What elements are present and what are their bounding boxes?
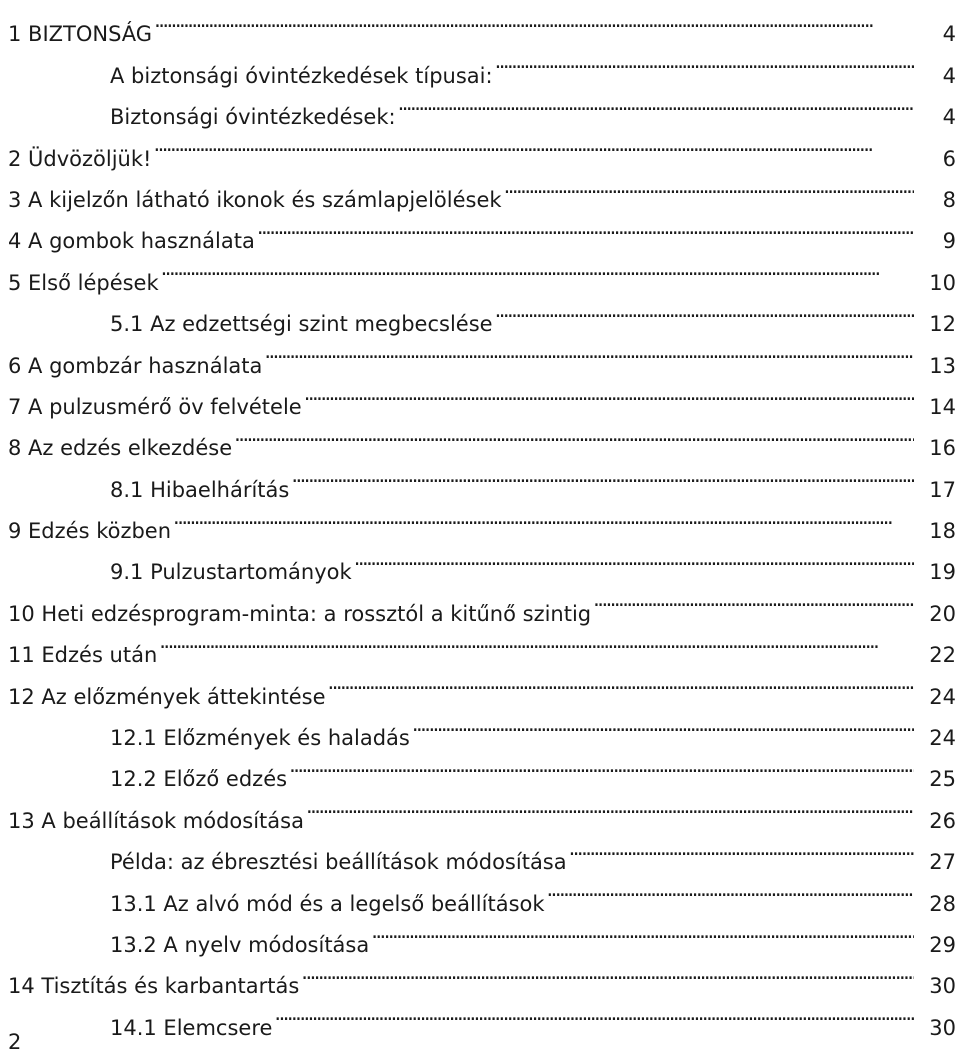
toc-dot-leader bbox=[154, 0, 914, 41]
toc-entry-title: 5.1 Az edzettségi szint megbecslése bbox=[110, 312, 493, 337]
toc-entry-title: 1 BIZTONSÁG bbox=[8, 22, 153, 47]
toc-dot-leader bbox=[301, 952, 914, 993]
toc-entry-title: 9 Edzés közben bbox=[8, 519, 172, 544]
toc-entry-page: 24 bbox=[929, 684, 956, 709]
toc-entry-title: 12.1 Előzmények és haladás bbox=[110, 726, 410, 751]
toc-entry-page: 17 bbox=[929, 477, 956, 502]
toc-entry-page: 4 bbox=[942, 105, 956, 130]
toc-entry-page: 24 bbox=[929, 726, 956, 751]
toc-entry-title: 9.1 Pulzustartományok bbox=[110, 560, 352, 585]
toc-entry-page: 19 bbox=[929, 560, 956, 585]
toc-entry-page: 6 bbox=[942, 146, 956, 171]
toc-dot-leader bbox=[306, 786, 914, 827]
toc-dot-leader bbox=[304, 373, 914, 414]
toc-entry-title: 13.1 Az alvó mód és a legelső beállítások bbox=[110, 891, 545, 916]
toc-dot-leader bbox=[328, 662, 914, 703]
toc-entry-title: 4 A gombok használata bbox=[8, 229, 255, 254]
toc-dot-leader bbox=[354, 538, 914, 579]
toc-entry-page: 12 bbox=[929, 312, 956, 337]
toc-entry-page: 4 bbox=[942, 22, 956, 47]
toc-dot-leader bbox=[291, 455, 914, 496]
toc-entry-title: 8 Az edzés elkezdése bbox=[8, 436, 233, 461]
toc-entry-title: 14 Tisztítás és karbantartás bbox=[8, 974, 300, 999]
toc-entry-title: 6 A gombzár használata bbox=[8, 353, 263, 378]
toc-entry-page: 30 bbox=[929, 974, 956, 999]
toc-entry-title: 13.2 A nyelv módosítása bbox=[110, 932, 370, 957]
toc-dot-leader bbox=[495, 290, 914, 331]
toc-entry-title: 2 Üdvözöljük! bbox=[8, 146, 152, 171]
toc-dot-leader bbox=[161, 248, 914, 289]
toc-entry-page: 22 bbox=[929, 643, 956, 668]
toc-entry-page: 9 bbox=[942, 229, 956, 254]
toc-entry-title: 8.1 Hibaelhárítás bbox=[110, 477, 290, 502]
toc-entry-title: A biztonsági óvintézkedések típusai: bbox=[110, 63, 493, 88]
toc-entry-title: 5 Első lépések bbox=[8, 270, 159, 295]
page-number: 2 bbox=[8, 1030, 22, 1054]
table-of-contents bbox=[8, 0, 956, 1040]
toc-entry-page: 10 bbox=[929, 270, 956, 295]
toc-entry-page: 30 bbox=[929, 1015, 956, 1040]
toc-dot-leader bbox=[593, 579, 914, 620]
toc-entry-page: 25 bbox=[929, 767, 956, 792]
toc-entry-page: 14 bbox=[929, 394, 956, 419]
toc-dot-leader bbox=[412, 704, 914, 745]
toc-dot-leader bbox=[264, 331, 914, 372]
toc-dot-leader bbox=[371, 911, 914, 952]
toc-entry-title: 11 Edzés után bbox=[8, 643, 158, 668]
toc-entry-title: 12 Az előzmények áttekintése bbox=[8, 684, 326, 709]
toc-entry-page: 4 bbox=[942, 63, 956, 88]
toc-entry-page: 20 bbox=[929, 601, 956, 626]
toc-dot-leader bbox=[569, 828, 914, 869]
toc-entry-title: Példa: az ébresztési beállítások módosítása bbox=[110, 850, 567, 875]
toc-dot-leader bbox=[173, 497, 914, 538]
toc-entry-title: 13 A beállítások módosítása bbox=[8, 808, 304, 833]
toc-entry-title: 12.2 Előző edzés bbox=[110, 767, 288, 792]
toc-entry-page: 13 bbox=[929, 353, 956, 378]
toc-entry-page: 8 bbox=[942, 187, 956, 212]
toc-entry-page: 27 bbox=[929, 850, 956, 875]
toc-entry[interactable] bbox=[8, 0, 956, 47]
toc-dot-leader bbox=[289, 745, 914, 786]
toc-dot-leader bbox=[257, 207, 914, 248]
toc-entry-page: 29 bbox=[929, 932, 956, 957]
toc-entry-page: 16 bbox=[929, 436, 956, 461]
toc-entry-title: 10 Heti edzésprogram-minta: a rossztól a kitűnő szintig bbox=[8, 601, 592, 626]
toc-dot-leader bbox=[153, 124, 914, 165]
toc-dot-leader bbox=[398, 83, 914, 124]
toc-dot-leader bbox=[504, 166, 914, 207]
toc-entry-title: Biztonsági óvintézkedések: bbox=[110, 105, 396, 130]
toc-dot-leader bbox=[159, 621, 914, 662]
toc-entry-page: 18 bbox=[929, 519, 956, 544]
toc-dot-leader bbox=[274, 993, 914, 1034]
toc-dot-leader bbox=[234, 414, 914, 455]
toc-entry-page: 26 bbox=[929, 808, 956, 833]
toc-entry-title: 3 A kijelzőn látható ikonok és számlapjelölések bbox=[8, 187, 502, 212]
toc-dot-leader bbox=[547, 869, 914, 910]
toc-dot-leader bbox=[495, 41, 914, 82]
toc-entry-page: 28 bbox=[929, 891, 956, 916]
toc-entry-title: 14.1 Elemcsere bbox=[110, 1015, 273, 1040]
toc-entry-title: 7 A pulzusmérő öv felvétele bbox=[8, 394, 302, 419]
